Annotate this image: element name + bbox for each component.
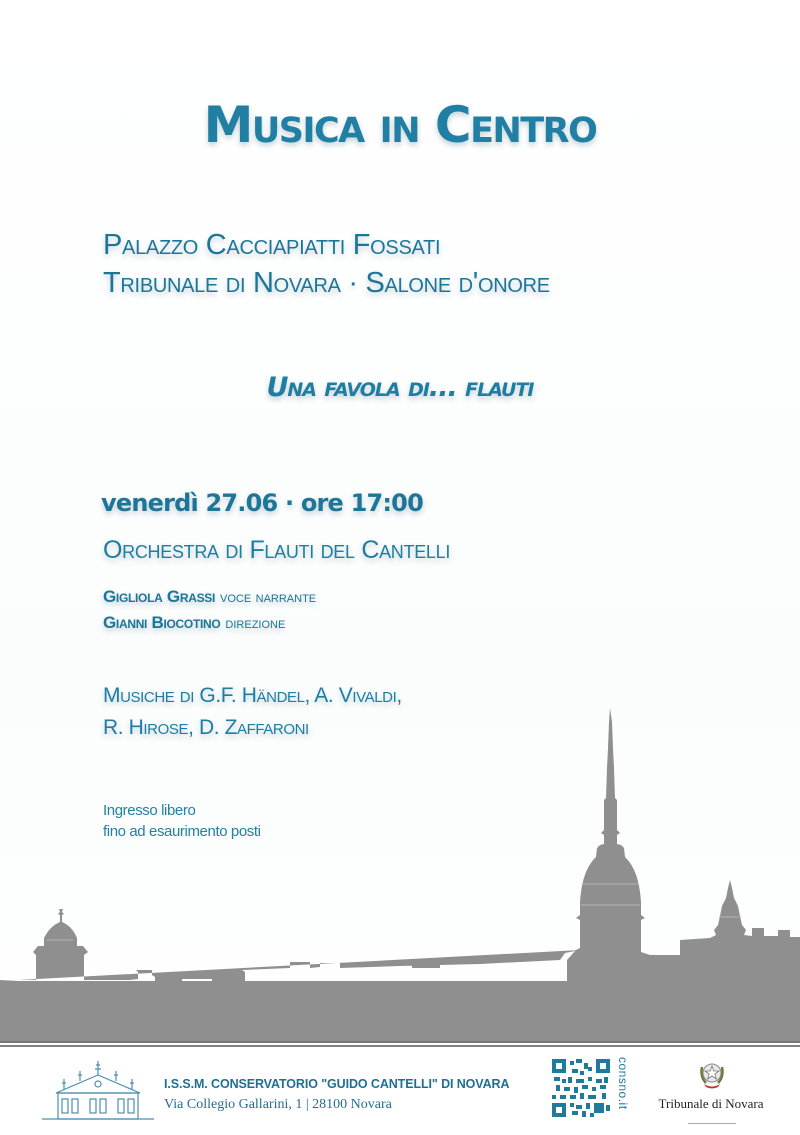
admission-line-1: Ingresso libero	[103, 802, 196, 819]
performer-role: direzione	[225, 615, 286, 632]
performer-row	[103, 610, 316, 636]
performer-name: Gianni Biocotino	[103, 613, 221, 632]
divider	[688, 1123, 736, 1124]
program-line-2: R. Hirose, D. Zaffaroni	[103, 716, 309, 739]
italian-republic-emblem-icon	[698, 1059, 726, 1091]
poster-title: Musica in Centro	[203, 96, 597, 154]
conservatory-address: Via Collegio Gallarini, 1 | 28100 Novara	[164, 1097, 392, 1112]
ensemble-name: Orchestra di Flauti del Cantelli	[103, 536, 451, 564]
conservatory-name: I.S.S.M. CONSERVATORIO "GUIDO CANTELLI" DI NOVARA	[164, 1077, 510, 1091]
city-skyline-illustration	[0, 700, 800, 1045]
qr-code-icon[interactable]	[552, 1059, 610, 1117]
tribunale-label: Tribunale di Novara	[658, 1096, 764, 1111]
performer-row	[103, 584, 316, 610]
performer-name: Gigliola Grassi	[103, 587, 216, 606]
event-subtitle: Una favola di... flauti	[266, 372, 534, 403]
venue-line-1: Palazzo Cacciapiatti Fossati	[103, 229, 441, 261]
venue-line-2: Tribunale di Novara · Salone d'onore	[103, 267, 550, 299]
event-datetime: venerdì 27.06 · ore 17:00	[101, 489, 423, 517]
website-label[interactable]: consno.it	[616, 1057, 630, 1110]
performer-role: voce narrante	[220, 589, 317, 606]
performers-list	[103, 584, 316, 636]
footer	[0, 1045, 800, 1135]
program-line-1: Musiche di G.F. Händel, A. Vivaldi,	[103, 684, 402, 707]
admission-line-2: fino ad esaurimento posti	[103, 823, 261, 840]
building-facade-icon	[40, 1055, 156, 1125]
venue-block	[103, 226, 550, 302]
